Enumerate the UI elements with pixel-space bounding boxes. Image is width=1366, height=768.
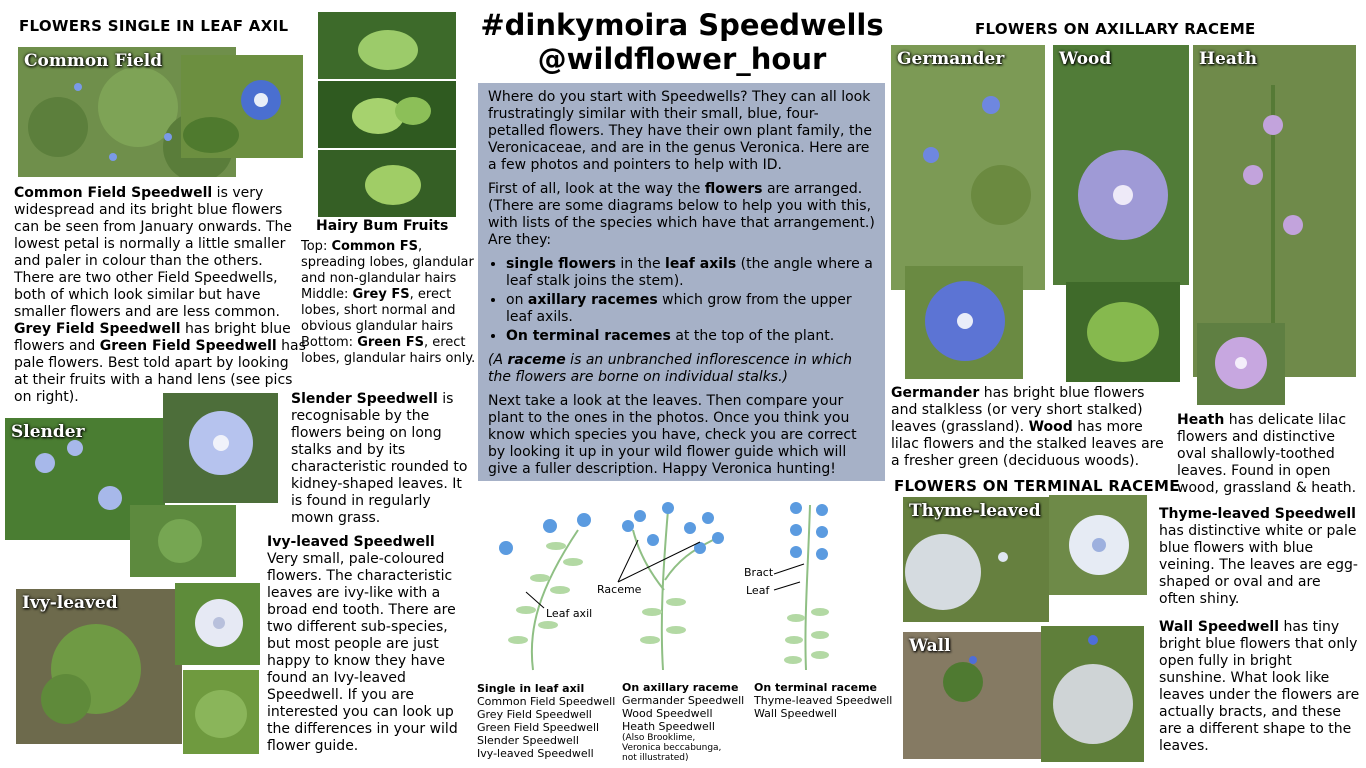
text-thyme xyxy=(1159,506,1361,608)
name-heath: Heath xyxy=(1177,412,1225,428)
photo-ivy-leaved xyxy=(16,589,182,744)
diagram-single-flowers xyxy=(499,513,591,555)
list-single-item: Green Field Speedwell xyxy=(477,721,600,734)
list-terminal-item: Wall Speedwell xyxy=(754,707,837,720)
photo-label-wood: Wood xyxy=(1059,49,1112,69)
hairy-mid-name: Grey FS xyxy=(352,287,410,302)
ivy-text: Very small, pale-coloured flowers. The characteristic leaves are ivy-like with a broad end tooth. There are two different sub-species, but most people are just happy to know they have found an Ivy-leaved Speedwell. If you are interested you can look up the differences in your wild flower guide. xyxy=(267,551,458,754)
heath-text: has delicate lilac flowers and distinctive oval shallowly-toothed leaves. Found in open wood, grassland & heath. xyxy=(1177,412,1357,496)
intro-p2c: are arranged. (There are some diagrams below to help you with this, with lists of the species which have that arrangement.) Are they: xyxy=(488,181,875,248)
photo-label-slender: Slender xyxy=(11,422,85,442)
text-heath xyxy=(1177,412,1362,497)
photo-wood xyxy=(1053,45,1189,285)
heading-axillary-raceme: FLOWERS ON AXILLARY RACEME xyxy=(975,20,1256,38)
b2b: axillary racemes xyxy=(527,292,658,308)
b3: On terminal racemes xyxy=(506,328,671,344)
hairy-caption: Hairy Bum Fruits xyxy=(316,218,449,234)
photo-ivy-leaf xyxy=(183,670,259,754)
list-terminal xyxy=(754,681,892,720)
b1a: single flowers xyxy=(506,256,616,272)
list-single-item: Grey Field Speedwell xyxy=(477,708,592,721)
title-line-1: #dinkymoira Speedwells xyxy=(480,8,884,42)
page-title xyxy=(478,8,886,76)
name-grey-field: Grey Field Speedwell xyxy=(14,321,181,337)
germander-text-2: has more lilac flowers and the stalked leaves are a fresher green (deciduous woods). xyxy=(891,419,1164,469)
photo-label-heath: Heath xyxy=(1199,49,1258,69)
intro-list xyxy=(488,256,875,345)
label-leaf: Leaf xyxy=(746,584,770,597)
list-axillary-item: Heath Speedwell xyxy=(622,720,715,733)
photo-label-common-field: Common Field xyxy=(24,51,163,71)
photo-germander-closeup xyxy=(905,266,1023,379)
wall-text: has tiny bright blue flowers that only open fully in bright sunshine. What look like leaves under the flowers are actually bracts, and these are a different shape to the leaves. xyxy=(1159,619,1360,754)
list-terminal-item: Thyme-leaved Speedwell xyxy=(754,694,893,707)
b1c: leaf axils xyxy=(665,256,737,272)
text-slender xyxy=(291,391,476,527)
hairy-bot-label: Bottom: xyxy=(301,335,358,350)
p3a: (A xyxy=(488,352,508,368)
photo-fruit-bottom xyxy=(318,150,456,217)
name-ivy: Ivy-leaved Speedwell xyxy=(267,534,435,550)
list-axillary-title: On axillary raceme xyxy=(622,681,739,694)
p3c: is an unbranched inflorescence in which the flowers are borne on individual stalks.) xyxy=(488,352,853,385)
slender-text: is recognisable by the flowers being on long stalks and by its characteristic rounded to kidney-shaped leaves. It is found in regularly mown grass. xyxy=(291,391,468,526)
list-axillary-item: Germander Speedwell xyxy=(622,694,745,707)
list-axillary-note: not illustrated) xyxy=(622,753,689,763)
diagram-single-leaves xyxy=(508,542,583,644)
list-single-item: Common Field Speedwell xyxy=(477,695,616,708)
photo-thyme-closeup xyxy=(1049,495,1147,595)
intro-p2b: flowers xyxy=(704,181,763,197)
photo-wall-coin xyxy=(1041,626,1144,762)
heading-terminal-raceme: FLOWERS ON TERMINAL RACEME xyxy=(894,477,1180,495)
hairy-mid-text: , erect lobes, short normal and obvious glandular hairs xyxy=(301,287,456,334)
inflorescence-diagrams xyxy=(478,490,888,680)
photo-wood-leaves xyxy=(1066,282,1180,382)
photo-germander xyxy=(891,45,1045,290)
hairy-top-name: Common FS xyxy=(331,239,418,254)
text-wall xyxy=(1159,619,1361,755)
name-germander: Germander xyxy=(891,385,980,401)
text-hairy-fruits xyxy=(301,239,476,367)
common-field-text-3: has pale flowers. Best told apart by looking at their fruits with a hand lens (see pics on right). xyxy=(14,338,306,405)
photo-common-field-closeup xyxy=(181,55,303,158)
diagram-axillary-stems xyxy=(633,510,713,670)
list-terminal-title: On terminal raceme xyxy=(754,681,877,694)
list-single-item: Ivy-leaved Speedwell xyxy=(477,747,594,760)
text-common-field xyxy=(14,185,306,406)
photo-slender-leaves xyxy=(130,505,236,577)
text-ivy xyxy=(267,534,462,755)
intro-bullet-2 xyxy=(506,292,875,326)
photo-label-wall: Wall xyxy=(909,636,951,656)
photo-wall xyxy=(903,632,1043,759)
label-leaf-axil: Leaf axil xyxy=(546,607,593,620)
hairy-top-label: Top: xyxy=(301,239,332,254)
common-field-text-1: is very widespread and its bright blue flowers can be seen from January onwards. The lowest petal is normally a little smaller and paler in colour than the others. There are two other Field Speedwells, both of which look similar but have smaller flowers and are less common. xyxy=(14,185,293,320)
name-slender: Slender Speedwell xyxy=(291,391,438,407)
germander-text-1: has bright blue flowers and stalkless (or very short stalked) leaves (grassland). xyxy=(891,385,1145,435)
name-common-field: Common Field Speedwell xyxy=(14,185,213,201)
thyme-text: has distinctive white or pale blue flowers with blue veining. The leaves are egg-shaped or oval and are often shiny. xyxy=(1159,523,1358,607)
photo-heath-closeup xyxy=(1197,323,1285,405)
intro-p3 xyxy=(488,352,875,386)
text-germander-wood xyxy=(891,385,1171,470)
list-single-title: Single in leaf axil xyxy=(477,682,585,695)
label-raceme: Raceme xyxy=(597,583,642,596)
photo-label-thyme-leaved: Thyme-leaved xyxy=(909,501,1041,521)
name-green-field: Green Field Speedwell xyxy=(99,338,277,354)
b1b: in the xyxy=(615,256,666,272)
photo-label-germander: Germander xyxy=(897,49,1005,69)
hairy-mid-label: Middle: xyxy=(301,287,353,302)
hairy-top-text: , spreading lobes, glandular and non-glandular hairs xyxy=(301,239,474,286)
intro-p2 xyxy=(488,181,875,249)
list-axillary-item: Wood Speedwell xyxy=(622,707,713,720)
photo-label-ivy-leaved: Ivy-leaved xyxy=(22,593,118,613)
photo-slender-closeup xyxy=(163,393,278,503)
b2a: on xyxy=(506,292,528,308)
title-line-2: @wildflower_hour xyxy=(537,42,827,76)
photo-fruit-middle xyxy=(318,81,456,148)
p3b: raceme xyxy=(507,352,566,368)
intro-bullet-1 xyxy=(506,256,875,290)
list-single-item: Slender Speedwell xyxy=(477,734,579,747)
list-axillary-note: Veronica beccabunga, xyxy=(622,743,722,753)
b1d: (the angle where a leaf stalk joins the stem). xyxy=(506,256,873,289)
name-wall: Wall Speedwell xyxy=(1159,619,1280,635)
intro-p2a: First of all, look at the way the xyxy=(488,181,705,197)
name-wood: Wood xyxy=(1028,419,1073,435)
intro-box xyxy=(478,83,885,481)
list-axillary-note: (Also Brooklime, xyxy=(622,733,696,743)
common-field-text-2: has bright blue flowers and xyxy=(14,321,291,354)
photo-fruit-top xyxy=(318,12,456,79)
intro-p4: Next take a look at the leaves. Then compare your plant to the ones in the photos. Once you think you know which species you have, check you are correct by looking it up in your wild flower guide which will give a fuller description. Happy Veronica hunting! xyxy=(488,393,857,477)
photo-thyme-leaved xyxy=(903,497,1049,622)
intro-p1: Where do you start with Speedwells? They can all look frustratingly similar with their small, blue, four-petalled flowers. They have their own plant family, the Veronicaceae, and are in the genus Veronica. Here are a few photos and pointers to help with ID. xyxy=(488,89,872,173)
label-bract: Bract xyxy=(744,566,774,579)
b3b: at the top of the plant. xyxy=(670,328,835,344)
list-axillary xyxy=(622,681,744,763)
list-single-axil xyxy=(477,682,615,760)
diagram-single-stems xyxy=(532,530,578,670)
b2c: which grow from the upper leaf axils. xyxy=(506,292,852,325)
heading-single-axil: FLOWERS SINGLE IN LEAF AXIL xyxy=(19,17,289,35)
name-thyme: Thyme-leaved Speedwell xyxy=(1159,506,1356,522)
diagram-terminal-stems xyxy=(805,505,810,670)
hairy-bot-text: , erect lobes, glandular hairs only. xyxy=(301,335,476,366)
intro-bullet-3 xyxy=(506,328,875,345)
hairy-bot-name: Green FS xyxy=(357,335,424,350)
photo-ivy-closeup xyxy=(175,583,260,665)
